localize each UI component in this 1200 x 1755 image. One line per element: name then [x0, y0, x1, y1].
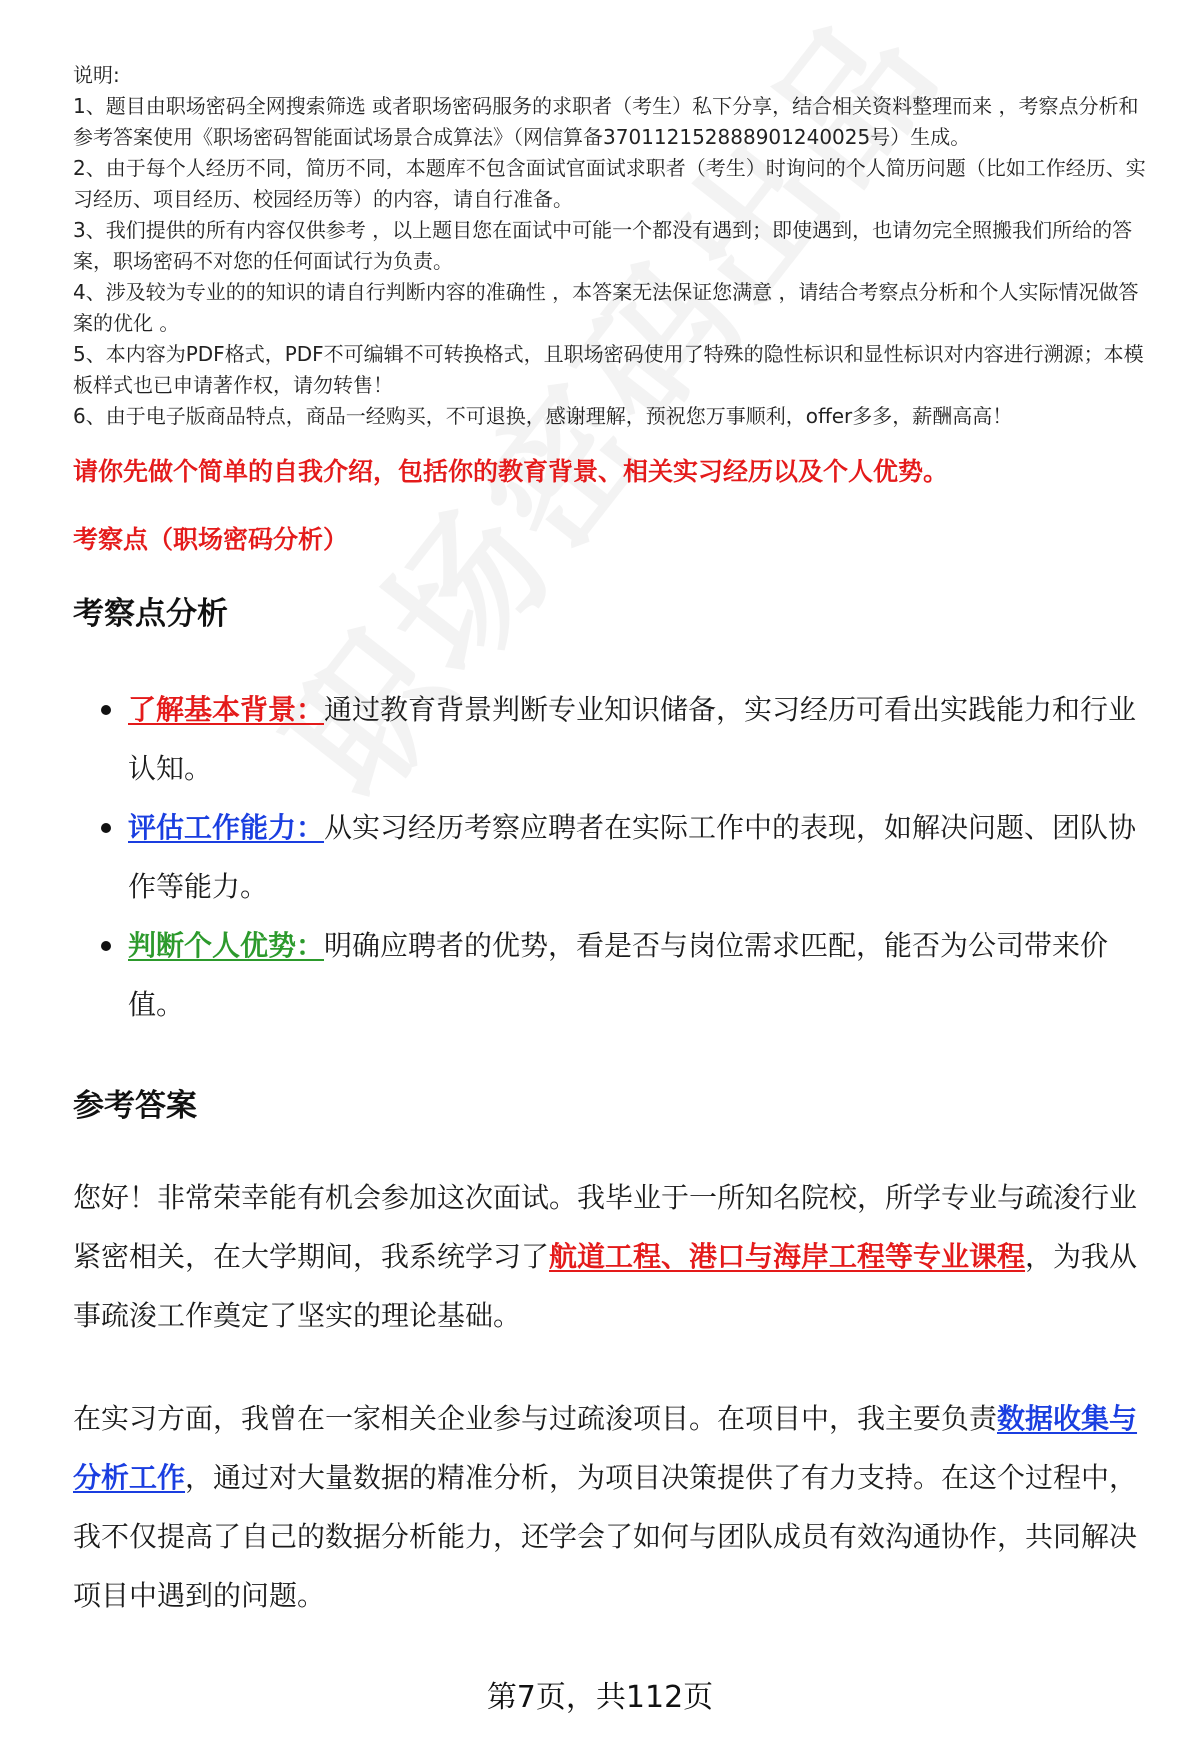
answer-paragraph — [73, 1389, 1153, 1625]
note-item: 3、我们提供的所有内容仅供参考 ，以上题目您在面试中可能一个都没有遇到；即使遇到，也请勿完全照搬我们所给的答案，职场密码不对您的任何面试行为负责。 — [73, 218, 1133, 273]
analysis-list — [73, 680, 1153, 1034]
analysis-text: 从实习经历考察应聘者在实际工作中的表现，如解决问题、团队协作等能力。 — [128, 811, 1137, 903]
answer-highlight: 航道工程、港口与海岸工程等专业课程 — [549, 1240, 1026, 1273]
analysis-keyword: 判断个人优势： — [128, 929, 325, 962]
note-item: 4、涉及较为专业的的知识的请自行判断内容的准确性 ，本答案无法保证您满意 ，请结合考察点分析和个人实际情况做答案的优化 。 — [73, 280, 1139, 335]
note-item: 6、由于电子版商品特点，商品一经购买，不可退换，感谢理解，预祝您万事顺利，offer多多，薪酬高高！ — [73, 404, 1013, 428]
page-footer: 第7页，共112页 — [486, 1680, 714, 1715]
analysis-point — [73, 680, 1153, 798]
answer-text: ，为我从事疏浚工作奠定了坚实的理论基础。 — [73, 1240, 1138, 1332]
answer-text: ，通过对大量数据的精准分析，为项目决策提供了有力支持。在这个过程中，我不仅提高了自己的数据分析能力，还学会了如何与团队成员有效沟通协作，共同解决项目中遇到的问题。 — [73, 1461, 1138, 1612]
analysis-point — [73, 798, 1153, 916]
analysis-text: 明确应聘者的优势，看是否与岗位需求匹配，能否为公司带来价值。 — [128, 929, 1109, 1021]
analysis-keyword: 评估工作能力： — [128, 811, 325, 844]
analysis-heading: 考察点分析 — [73, 596, 228, 632]
notes-section — [73, 60, 1153, 432]
notes-title: 说明: — [73, 63, 120, 87]
analysis-point — [73, 916, 1153, 1034]
kdc-heading: 考察点（职场密码分析） — [73, 525, 349, 554]
note-item: 2、由于每个人经历不同，简历不同，本题库不包含面试官面试求职者（考生）时询问的个人简历问题（比如工作经历、实习经历、项目经历、校园经历等）的内容，请自行准备。 — [73, 156, 1146, 211]
answer-highlight: 数据收集与分析工作 — [73, 1402, 1138, 1494]
answer-text: 您好！非常荣幸能有机会参加这次面试。我毕业于一所知名院校，所学专业与疏浚行业紧密相关，在大学期间，我系统学习了 — [73, 1181, 1138, 1273]
answer-text: 在实习方面，我曾在一家相关企业参与过疏浚项目。在项目中，我主要负责 — [73, 1402, 998, 1435]
analysis-text: 通过教育背景判断专业知识储备，实习经历可看出实践能力和行业认知。 — [128, 693, 1137, 785]
note-item: 5、本内容为PDF格式，PDF不可编辑不可转换格式，且职场密码使用了特殊的隐性标识和显性标识对内容进行溯源；本模板样式也已申请著作权，请勿转售！ — [73, 342, 1144, 397]
answer-heading: 参考答案 — [73, 1088, 197, 1124]
analysis-keyword: 了解基本背景： — [128, 693, 325, 726]
document-body — [73, 60, 1153, 1625]
answer-paragraph — [73, 1168, 1153, 1345]
note-item: 1、题目由职场密码全网搜索筛选 或者职场密码服务的求职者（考生）私下分享，结合相关资料整理而来 ，考察点分析和参考答案使用《职场密码智能面试场景合成算法》（网信算备370112152888901240025号）生成。 — [73, 94, 1139, 149]
interview-question: 请你先做个简单的自我介绍，包括你的教育背景、相关实习经历以及个人优势。 — [73, 457, 949, 486]
